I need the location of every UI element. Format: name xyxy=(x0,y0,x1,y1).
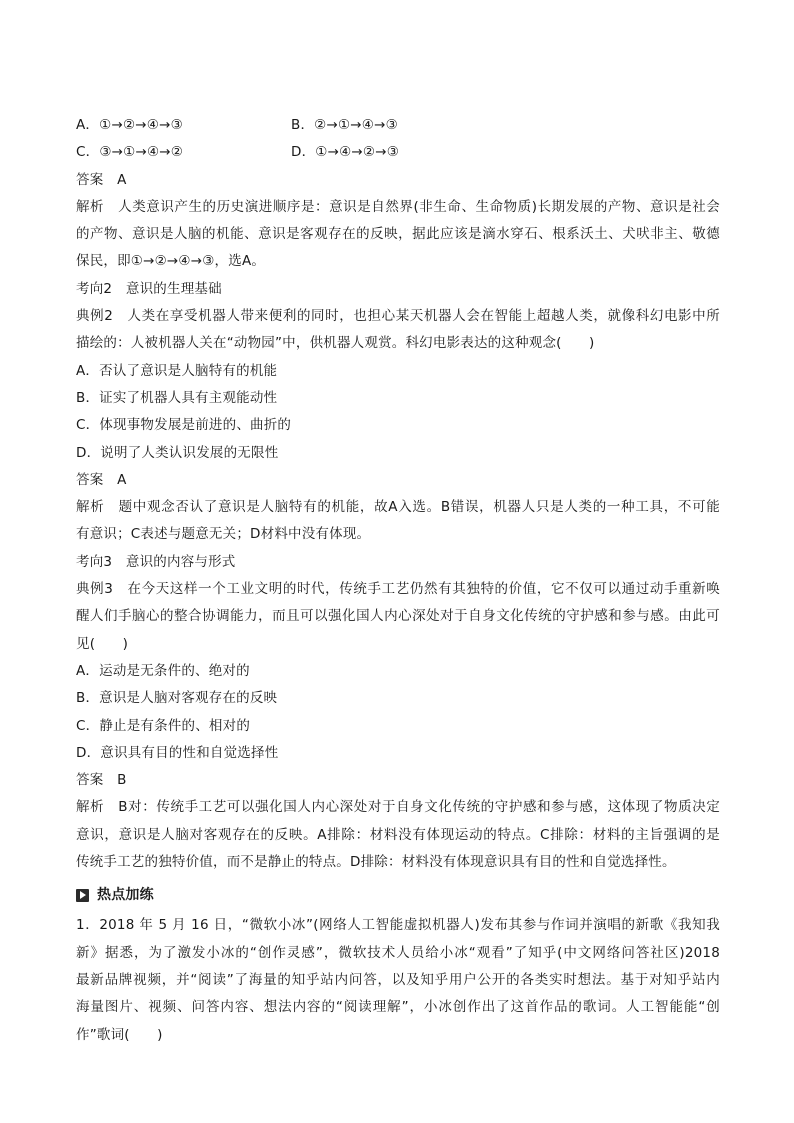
explanation-line: 有意识；C表述与题意无关；D材料中没有体现。 xyxy=(76,526,371,543)
play-icon xyxy=(76,889,89,902)
explanation-line: 的产物、意识是人脑的机能、意识是客观存在的反映，据此应该是滴水穿石、根系沃土、犬吠非主、敬德 xyxy=(76,226,720,243)
answer-line: 答案 A xyxy=(76,471,127,488)
question-line: 醒人们手脑心的整合协调能力，而且可以强化国人内心深处对于自身文化传统的守护感和参与感。由此可 xyxy=(76,608,720,625)
choice-a: A．运动是无条件的、绝对的 xyxy=(76,662,250,679)
explanation-line: 意识，意识是人脑对客观存在的反映。A排除：材料没有体现运动的特点。C排除：材料的主旨强调的是 xyxy=(76,826,720,843)
choice-a: A．否认了意识是人脑特有的机能 xyxy=(76,362,278,379)
answer-line: 答案 A xyxy=(76,171,127,188)
question-line: 海量图片、视频、问答内容、想法内容的“阅读理解”，小冰创作出了这首作品的歌词。人工智能能“创 xyxy=(76,999,720,1016)
options-row xyxy=(76,112,720,139)
option-d: D．①→④→②→③ xyxy=(291,144,400,161)
option-c: C．③→①→④→② xyxy=(76,144,184,161)
choice-b: B．证实了机器人具有主观能动性 xyxy=(76,389,278,406)
options-row xyxy=(76,139,720,166)
question-line: 最新品牌视频，并“阅读”了海量的知乎站内问答，以及知乎用户公开的各类实时想法。基于对知乎站内 xyxy=(76,971,720,988)
explanation-line: 解析 题中观念否认了意识是人脑特有的机能，故A入选。B错误，机器人只是人类的一种工具，不可能 xyxy=(76,499,720,516)
question-line: 典例3 在今天这样一个工业文明的时代，传统手工艺仍然有其独特的价值，它不仅可以通过动手重新唤 xyxy=(76,581,720,598)
explanation-line: 传统手工艺的独特价值，而不是静止的特点。D排除：材料没有体现意识具有目的性和自觉选择性。 xyxy=(76,854,676,871)
option-b: B．②→①→④→③ xyxy=(291,117,398,133)
question-line: 新》据悉，为了激发小冰的“创作灵感”，微软技术人员给小冰“观看”了知乎(中文网络问答社区)2018 xyxy=(76,944,720,961)
explanation-line: 解析 B对：传统手工艺可以强化国人内心深处对于自身文化传统的守护感和参与感，这体现了物质决定 xyxy=(76,799,720,816)
answer-line: 答案 B xyxy=(76,772,127,789)
topic-heading: 考向3 意识的内容与形式 xyxy=(76,553,236,570)
page-content xyxy=(76,112,720,1049)
explanation-line: 保民，即①→②→④→③，选A。 xyxy=(76,253,266,270)
question-line: 描绘的：人被机器人关在“动物园”中，供机器人观赏。科幻电影表达的这种观念( ) xyxy=(76,335,595,352)
question-line: 1．2018 年 5 月 16 日，“微软小冰”(网络人工智能虚拟机器人)发布其参与作词并演唱的新歌《我知我 xyxy=(76,917,720,934)
choice-d: D．说明了人类认识发展的无限性 xyxy=(76,444,279,461)
explanation-line: 解析 人类意识产生的历史演进顺序是：意识是自然界(非生命、生命物质)长期发展的产物、意识是社会 xyxy=(76,198,720,215)
question-line: 见( ) xyxy=(76,635,129,652)
option-a: A．①→②→④→③ xyxy=(76,117,183,133)
topic-heading: 考向2 意识的生理基础 xyxy=(76,280,222,297)
choice-b: B．意识是人脑对客观存在的反映 xyxy=(76,690,278,707)
section-title: 热点加练 xyxy=(97,886,154,903)
question-line: 作”歌词( ) xyxy=(76,1026,163,1043)
choice-c: C．体现事物发展是前进的、曲折的 xyxy=(76,417,292,434)
choice-d: D．意识具有目的性和自觉选择性 xyxy=(76,744,279,761)
section-header xyxy=(76,878,720,912)
choice-c: C．静止是有条件的、相对的 xyxy=(76,717,251,734)
question-line: 典例2 人类在享受机器人带来便利的同时，也担心某天机器人会在智能上超越人类，就像科幻电影中所 xyxy=(76,308,720,325)
